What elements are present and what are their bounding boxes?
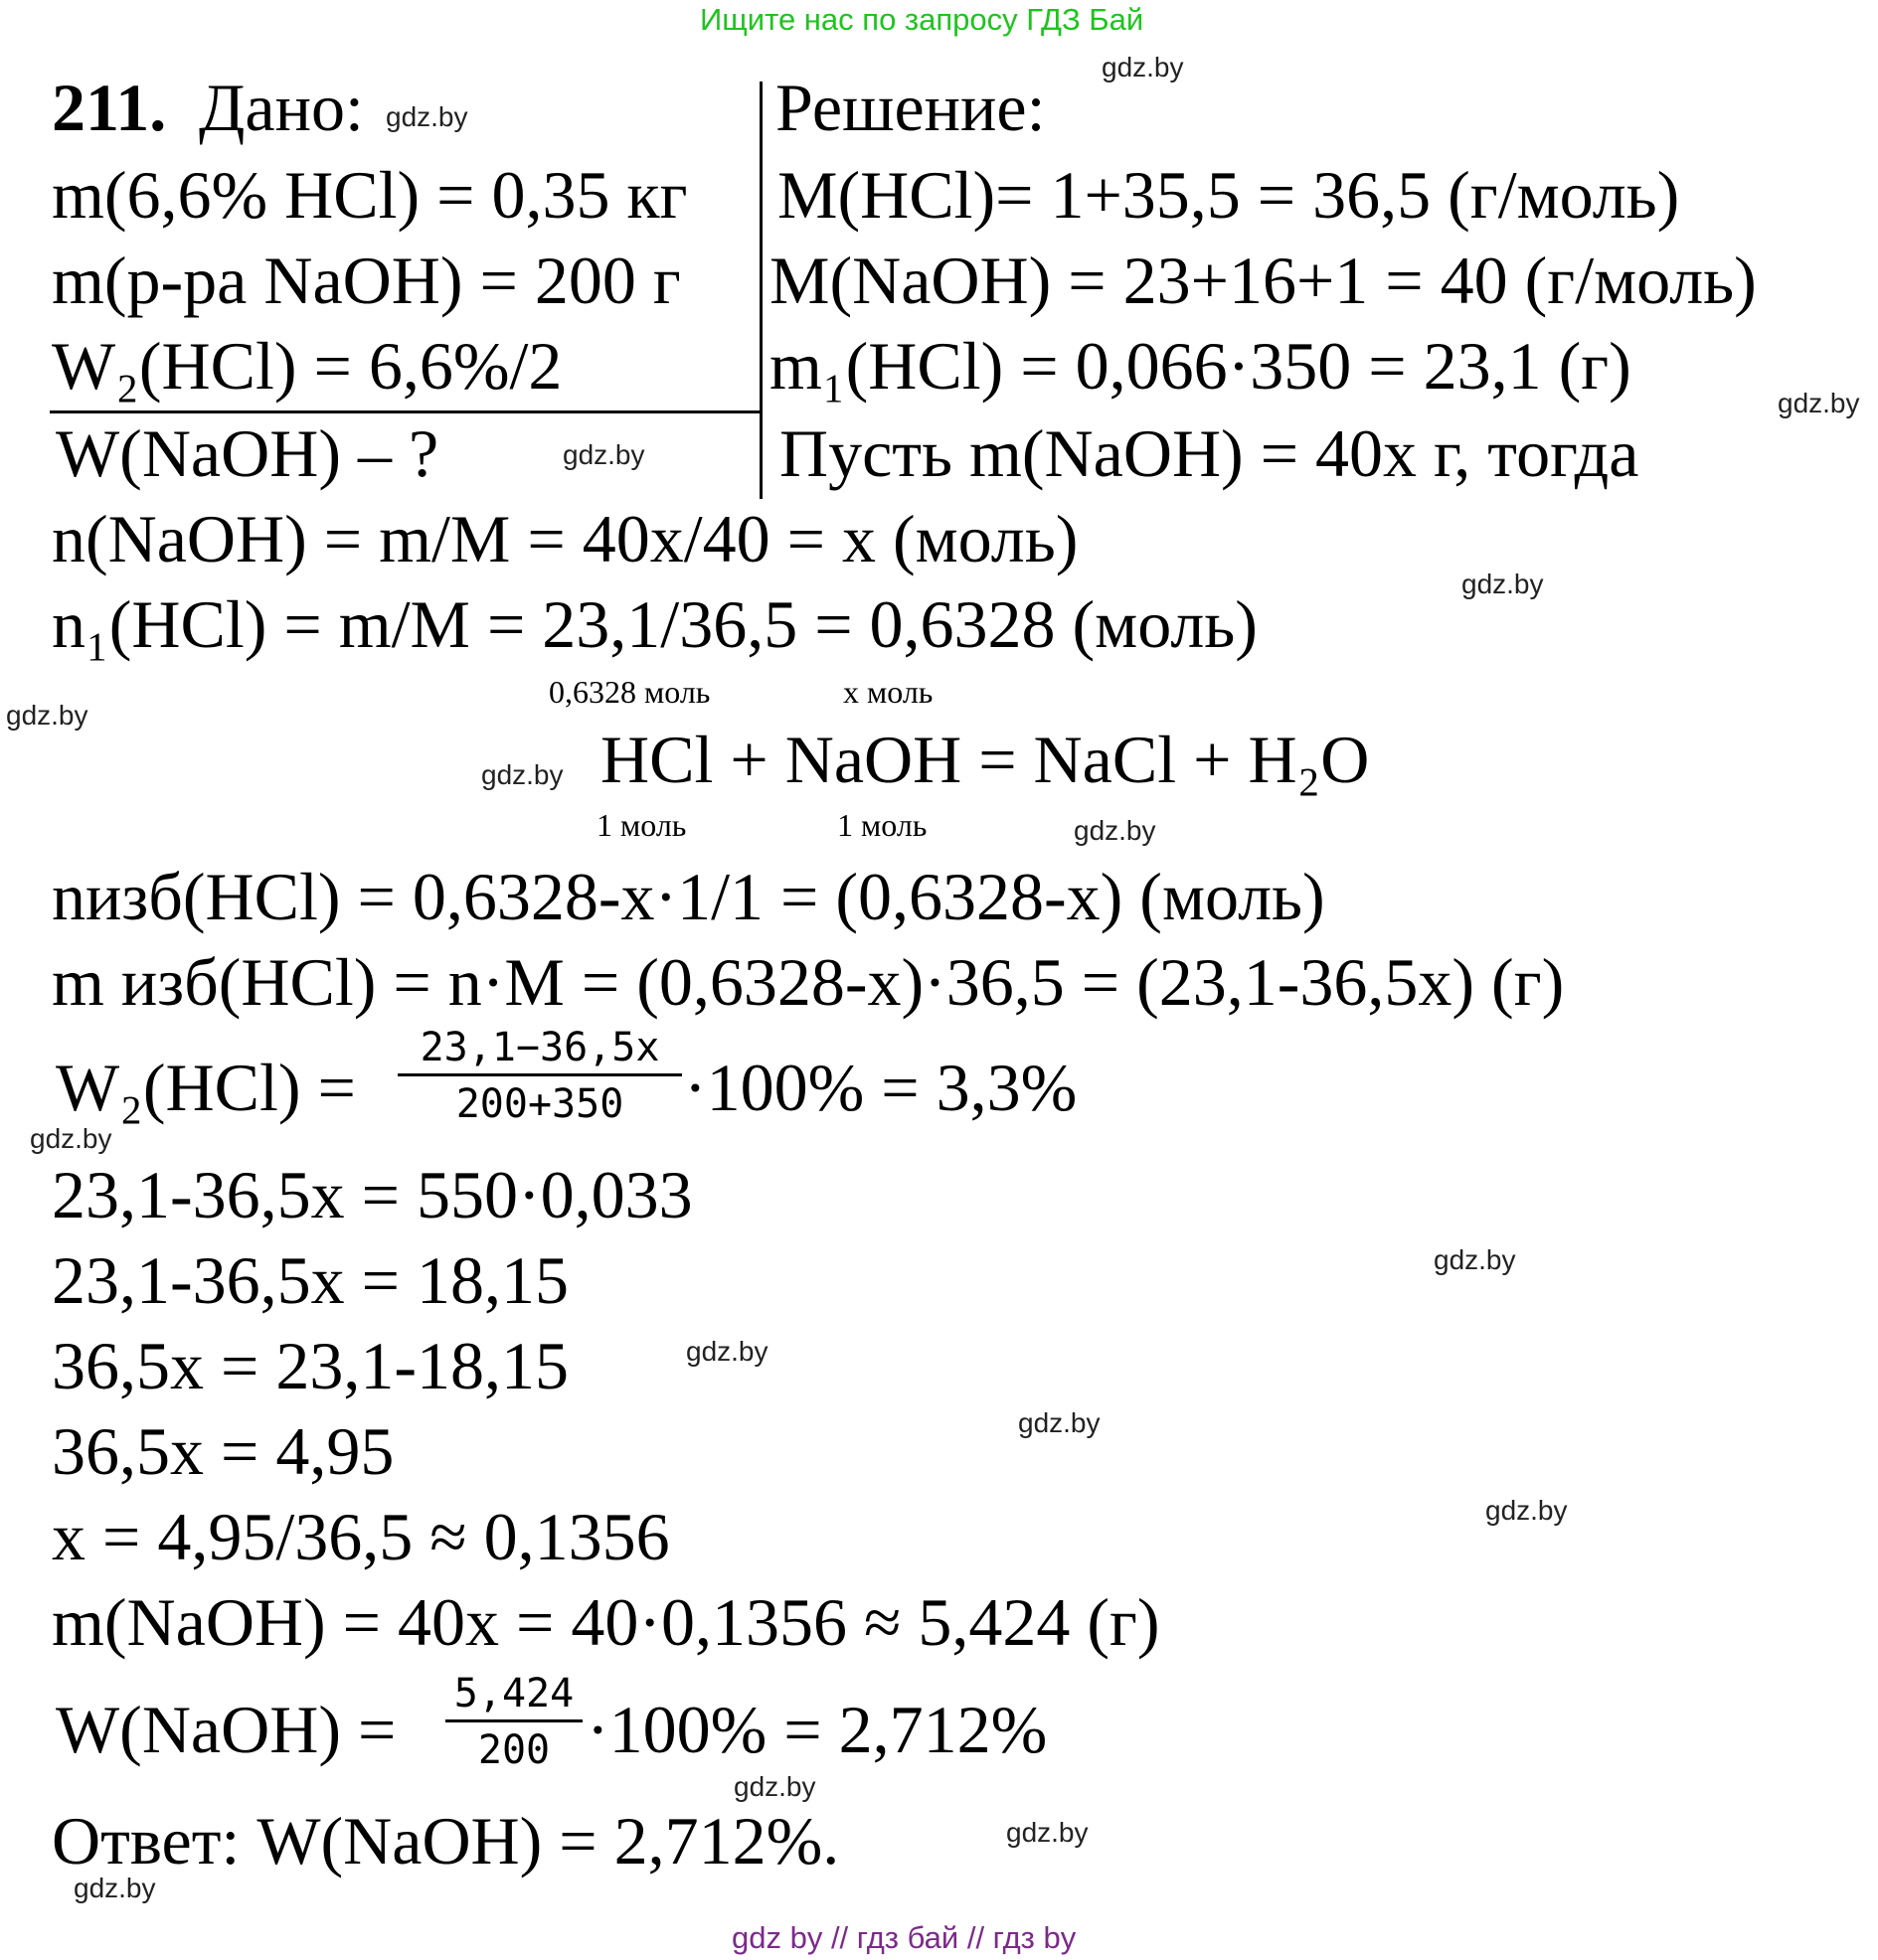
step-5: x = 4,95/36,5 ≈ 0,1356 xyxy=(52,1499,670,1574)
watermark: gdz.by xyxy=(686,1336,768,1367)
w2-right: ·100% = 3,3% xyxy=(684,1050,1078,1125)
watermark: gdz.by xyxy=(1006,1817,1089,1848)
step-6: m(NaOH) = 40x = 40·0,1356 ≈ 5,424 (г) xyxy=(52,1584,1160,1660)
solution-header: Решение: xyxy=(775,70,1046,145)
footer-links[interactable]: gdz by // гдз бай // гдз by xyxy=(732,1920,1077,1955)
find-line: W(NaOH) – ? xyxy=(56,415,439,491)
watermark: gdz.by xyxy=(1778,388,1860,418)
watermark: gdz.by xyxy=(386,101,468,132)
given-line-1: m(6,6% HCl) = 0,35 кг xyxy=(52,157,688,233)
step-4: 36,5x = 4,95 xyxy=(52,1413,395,1489)
solution-line-1: M(HCl)= 1+35,5 = 36,5 (г/моль) xyxy=(777,157,1680,233)
n-excess-line: nизб(HCl) = 0,6328-x·1/1 = (0,6328-x) (моль) xyxy=(52,859,1325,934)
solution-line-4: Пусть m(NaOH) = 40x г, тогда xyxy=(779,415,1639,491)
watermark: gdz.by xyxy=(1434,1244,1516,1275)
w2-numerator: 23,1−36,5x xyxy=(420,1025,660,1070)
problem-number xyxy=(52,70,167,145)
given-solution-separator xyxy=(760,82,763,499)
w2-fraction xyxy=(398,1025,682,1127)
watermark: gdz.by xyxy=(30,1123,112,1154)
w-naoh-right: ·100% = 2,712% xyxy=(587,1692,1048,1767)
watermark: gdz.by xyxy=(74,1873,156,1903)
solution-line-2: M(NaOH) = 23+16+1 = 40 (г/моль) xyxy=(769,243,1757,318)
w-naoh-numerator: 5,424 xyxy=(453,1671,575,1716)
w-naoh-fraction xyxy=(445,1671,583,1773)
watermark: gdz.by xyxy=(1102,52,1184,82)
step-3: 36,5x = 23,1-18,15 xyxy=(52,1328,569,1403)
watermark: gdz.by xyxy=(1018,1407,1101,1438)
reaction-below-hcl: 1 моль xyxy=(597,807,687,843)
given-line-2: m(р-ра NaOH) = 200 г xyxy=(52,243,681,318)
given-header: Дано: xyxy=(199,70,364,145)
reaction-above-naoh: x моль xyxy=(843,674,934,710)
watermark: gdz.by xyxy=(1485,1495,1568,1526)
solution-line-3: m₁(HCl) = 0,066·350 = 23,1 (г) xyxy=(769,328,1631,404)
w2-left: W₂(HCl) = xyxy=(56,1050,356,1125)
given-line-3: W₂(HCl) = 6,6%/2 xyxy=(52,328,563,404)
w2-denominator: 200+350 xyxy=(455,1081,624,1127)
watermark: gdz.by xyxy=(734,1771,816,1802)
given-divider xyxy=(50,410,762,413)
answer-line: Ответ: W(NaOH) = 2,712%. xyxy=(52,1803,840,1878)
m-excess-line: m изб(HCl) = n·M = (0,6328-x)·36,5 = (23,1-36,5x) (г) xyxy=(52,944,1565,1020)
w-naoh-left: W(NaOH) = xyxy=(56,1692,397,1767)
watermark: gdz.by xyxy=(1074,815,1156,846)
reaction-below-naoh: 1 моль xyxy=(837,807,928,843)
top-banner[interactable]: Ищите нас по запросу ГДЗ Бай xyxy=(700,2,1144,37)
watermark: gdz.by xyxy=(6,700,88,731)
step-2: 23,1-36,5x = 18,15 xyxy=(52,1242,569,1318)
body-line-2: n₁(HCl) = m/M = 23,1/36,5 = 0,6328 (моль) xyxy=(52,586,1258,662)
problem-number-text: 211. xyxy=(52,70,167,145)
watermark: gdz.by xyxy=(1461,569,1544,599)
reaction-above-hcl: 0,6328 моль xyxy=(549,674,711,710)
w-naoh-denominator: 200 xyxy=(477,1727,551,1773)
step-1: 23,1-36,5x = 550·0,033 xyxy=(52,1157,693,1232)
watermark: gdz.by xyxy=(563,439,645,470)
reaction-equation: HCl + NaOH = NaCl + H₂O xyxy=(600,722,1370,797)
watermark: gdz.by xyxy=(481,759,564,790)
body-line-1: n(NaOH) = m/M = 40x/40 = x (моль) xyxy=(52,501,1079,576)
